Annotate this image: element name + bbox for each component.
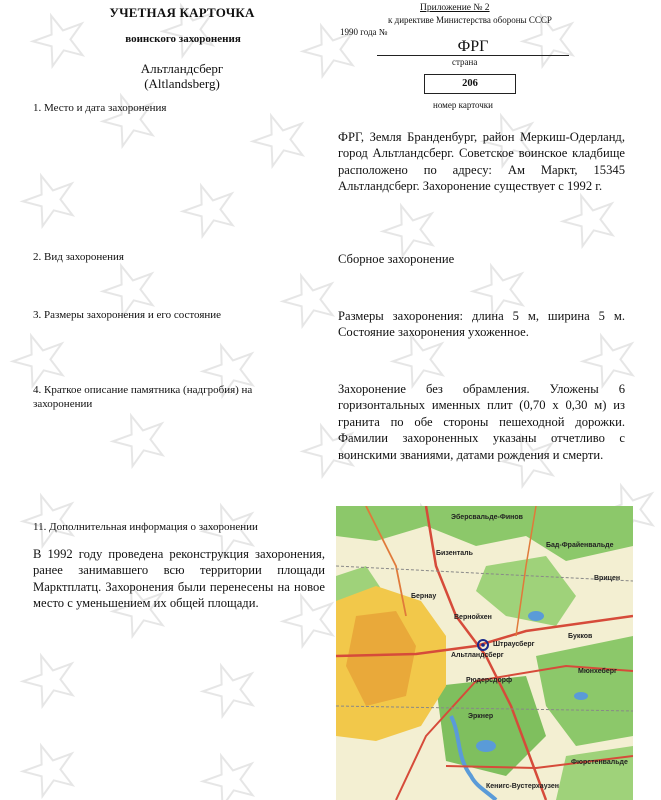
map-label: Вернойхен — [454, 614, 492, 621]
star-stamp-icon — [277, 267, 342, 330]
map-label: Штраусберг — [493, 641, 535, 648]
card-subtitle: воинского захоронения — [125, 33, 241, 45]
section-2-label: 2. Вид захоронения — [33, 251, 124, 263]
map-label: Альтландсберг — [451, 652, 504, 659]
star-stamp-icon — [197, 657, 262, 720]
section-1-value: ФРГ, Земля Бранденбург, район Меркиш-Одерланд, город Альтландсберг. Советское воинское кладбище расположено по адресу: Ам Маркт, 15345 Альтландсберг. Захоронение существует с 1992 г. — [338, 130, 625, 194]
card-title: УЧЕТНАЯ КАРТОЧКА — [109, 5, 255, 20]
star-stamp-icon — [17, 167, 82, 230]
star-stamp-icon — [17, 737, 82, 800]
map-label: Фюрстенвальде — [571, 759, 628, 766]
card-number-caption: номер карточки — [433, 100, 493, 110]
place-name-de: (Altlandsberg) — [144, 76, 220, 91]
place-name-ru: Альтландсберг — [140, 61, 224, 76]
star-stamp-icon — [7, 327, 72, 390]
star-stamp-icon — [107, 407, 172, 470]
map-graphic — [336, 506, 633, 800]
map-label: Бизенталь — [436, 550, 473, 557]
map-label: Эберсвальде-Финов — [451, 514, 523, 521]
star-stamp-icon — [27, 7, 92, 70]
section-3-value: Размеры захоронения: длина 5 м, ширина 5 м. Состояние захоронения ухоженное. — [338, 309, 625, 340]
lake — [528, 611, 544, 621]
star-stamp-icon — [97, 87, 162, 150]
star-stamp-icon — [247, 107, 312, 170]
year-label: 1990 года № — [340, 27, 388, 37]
map-label: Эркнер — [468, 713, 494, 720]
section-2-value: Сборное захоронение — [338, 252, 455, 266]
place-name — [120, 61, 244, 91]
section-4-value: Захоронение без обрамления. Уложены 6 горизонтальных именных плит (0,70 х 0,30 м) из гранита по обе стороны пешеходной дорожки. Фамилии захороненных указаны отчетливо с воинскими званиями, датами рождения и смерти. — [338, 382, 625, 462]
star-stamp-icon — [557, 187, 622, 250]
section-11-value: В 1992 году проведена реконструкция захоронения, ранее занимавшего всю территории площади Марктплатц. Захоронения были перенесены на новое место с уменьшением их общей площади. — [33, 547, 325, 611]
appendix-label: Приложение № 2 — [420, 3, 490, 13]
map-label: Бад-Фрайенвальде — [546, 542, 614, 549]
card-number-box: 206 — [424, 74, 516, 94]
country-caption: страна — [452, 57, 478, 67]
star-stamp-icon — [197, 747, 262, 800]
country-value: ФРГ — [377, 38, 569, 56]
map-label: Букков — [568, 633, 593, 640]
lake — [574, 692, 588, 700]
map-label: Врицен — [594, 575, 621, 582]
section-11-label: 11. Дополнительная информация о захоронении — [33, 521, 258, 533]
star-stamp-icon — [17, 487, 82, 550]
section-3-label: 3. Размеры захоронения и его состояние — [33, 309, 222, 321]
map-label: Рюдерсдорф — [466, 677, 513, 684]
location-map — [336, 506, 633, 800]
star-stamp-icon — [177, 177, 242, 240]
section-4-label: 4. Краткое описание памятника (надгробия) на захоронении — [33, 384, 253, 410]
star-stamp-icon — [17, 647, 82, 710]
section-1-label: 1. Место и дата захоронения — [33, 102, 167, 114]
map-label: Бернау — [411, 593, 437, 600]
lake — [476, 740, 496, 752]
directive-label: к директиве Министерства обороны СССР — [388, 15, 552, 25]
map-label: Кенигс-Вустерхаузен — [486, 783, 560, 790]
map-label: Мюнхеберг — [578, 668, 617, 675]
